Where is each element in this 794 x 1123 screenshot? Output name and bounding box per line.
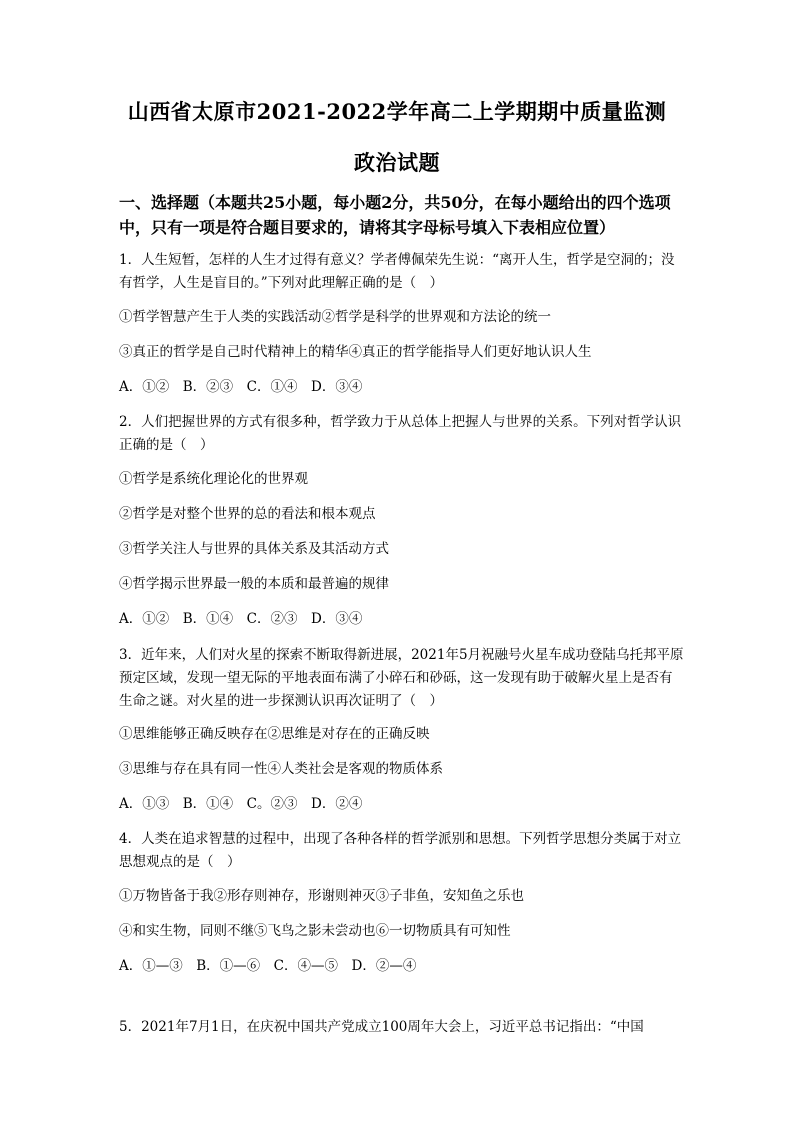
question-1-statement-1: ①哲学智慧产生于人类的实践活动②哲学是科学的世界观和方法论的统一 (119, 309, 551, 325)
question-3-options: A．①③ B．①④ C。②③ D．②④ (119, 796, 363, 812)
question-1-options: A．①② B．②③ C．①④ D．③④ (119, 379, 363, 395)
section-header: 一、选择题（本题共25小题，每小题2分，共50分，在每小题给出的四个选项中，只有一项是符合题目要求的，请将其字母标号填入下表相应位置） (119, 193, 671, 237)
question-2-statement-3: ③哲学关注人与世界的具体关系及其活动方式 (119, 541, 389, 557)
question-2-options: A．①② B．①④ C．②③ D．③④ (119, 611, 363, 627)
question-3-stem: 3．近年来，人们对火星的探索不断取得新进展，2021年5月祝融号火星车成功登陆乌托邦平原预定区域，发现一望无际的平地表面布满了小碎石和砂砾，这一发现有助于破解火星上是否有生命之谜。对火星的进一步探测认识再次证明了（ ） (119, 647, 684, 709)
question-4-stem: 4．人类在追求智慧的过程中，出现了各种各样的哲学派别和思想。下列哲学思想分类属于对立思想观点的是（ ） (119, 831, 682, 870)
question-4-statement-1: ①万物皆备于我②形存则神存，形谢则神灭③子非鱼，安知鱼之乐也 (119, 888, 524, 904)
page-title: 山西省太原市2021-2022学年高二上学期期中质量监测 (127, 99, 667, 124)
question-3-statement-2: ③思维与存在具有同一性④人类社会是客观的物质体系 (119, 761, 443, 777)
page-subtitle: 政治试题 (354, 150, 440, 175)
question-4-options: A．①—③ B．①—⑥ C．④—⑤ D．②—④ (119, 958, 417, 974)
question-4-statement-2: ④和实生物，同则不继⑤飞鸟之影未尝动也⑥一切物质具有可知性 (119, 923, 511, 939)
question-2-statement-4: ④哲学揭示世界最一般的本质和最普遍的规律 (119, 576, 389, 592)
question-1-statement-2: ③真正的哲学是自己时代精神上的精华④真正的哲学能指导人们更好地认识人生 (119, 344, 592, 360)
question-5-stem: 5．2021年7月1日，在庆祝中国共产党成立100周年大会上，习近平总书记指出：“中国 (119, 1019, 644, 1035)
question-2-statement-2: ②哲学是对整个世界的总的看法和根本观点 (119, 506, 376, 522)
question-3-statement-1: ①思维能够正确反映存在②思维是对存在的正确反映 (119, 726, 430, 742)
question-1-stem: 1．人生短暂，怎样的人生才过得有意义？学者傅佩荣先生说：“离开人生，哲学是空洞的；没有哲学，人生是盲目的。”下列对此理解正确的是（ ） (119, 252, 675, 291)
question-2-stem: 2．人们把握世界的方式有很多种，哲学致力于从总体上把握人与世界的关系。下列对哲学认识正确的是（ ） (119, 414, 682, 453)
question-2-statement-1: ①哲学是系统化理论化的世界观 (119, 471, 308, 487)
